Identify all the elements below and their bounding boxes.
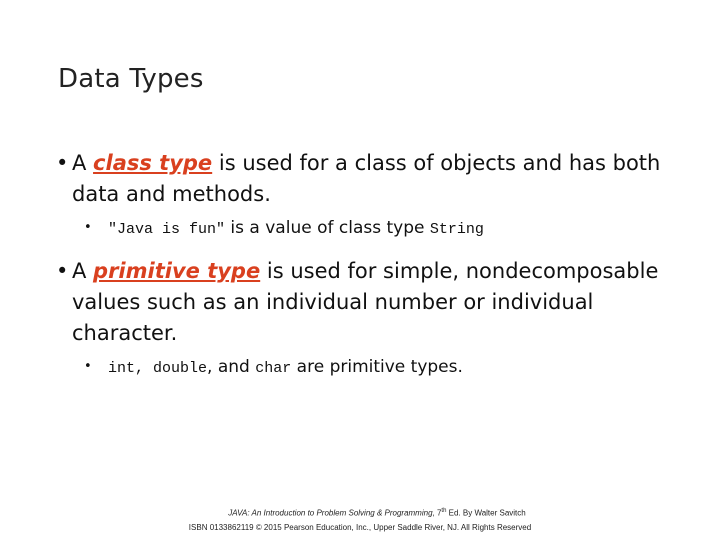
separator: , xyxy=(135,360,154,377)
bullet-icon: • xyxy=(56,151,69,175)
bullet-icon: • xyxy=(84,220,92,235)
code-string: String xyxy=(429,221,484,238)
code-int: int xyxy=(108,360,136,377)
bullet-text: is used for a class of objects and has both data and methods. xyxy=(72,151,661,206)
separator: , and xyxy=(207,357,256,377)
bullet-class-type xyxy=(56,148,676,210)
slide-footer xyxy=(0,504,720,535)
bullet-primitive-type xyxy=(56,256,676,349)
slide-content xyxy=(56,148,676,381)
footer-edition-sup: th xyxy=(441,508,447,514)
term-class-type: class type xyxy=(93,151,213,175)
bullet-text: is used for simple, nondecomposable values such as an individual number or individual character. xyxy=(72,259,659,345)
code-char: char xyxy=(255,360,292,377)
subbullet-primitive-examples xyxy=(80,355,676,381)
bullet-prefix: A xyxy=(72,259,94,283)
term-primitive-type: primitive type xyxy=(93,259,261,283)
footer-citation xyxy=(0,504,720,521)
bullet-icon: • xyxy=(56,259,69,283)
bullet-prefix: A xyxy=(72,151,94,175)
subbullet-text: is a value of class type xyxy=(225,218,430,238)
bullet-icon: • xyxy=(84,359,92,374)
subbullet-string-example xyxy=(80,216,676,242)
footer-author: Ed. By Walter Savitch xyxy=(446,508,526,518)
slide-title: Data Types xyxy=(58,64,204,94)
code-double: double xyxy=(153,360,208,377)
subbullet-text: are primitive types. xyxy=(291,357,463,377)
code-java-is-fun: "Java is fun" xyxy=(108,221,226,238)
footer-isbn: ISBN 0133862119 © 2015 Pearson Education, Inc., Upper Saddle River, NJ. All Rights Reserved xyxy=(188,522,532,532)
footer-book-title: JAVA: An Introduction to Problem Solving & Programming xyxy=(228,508,433,518)
footer-edition: , 7 xyxy=(432,508,442,518)
